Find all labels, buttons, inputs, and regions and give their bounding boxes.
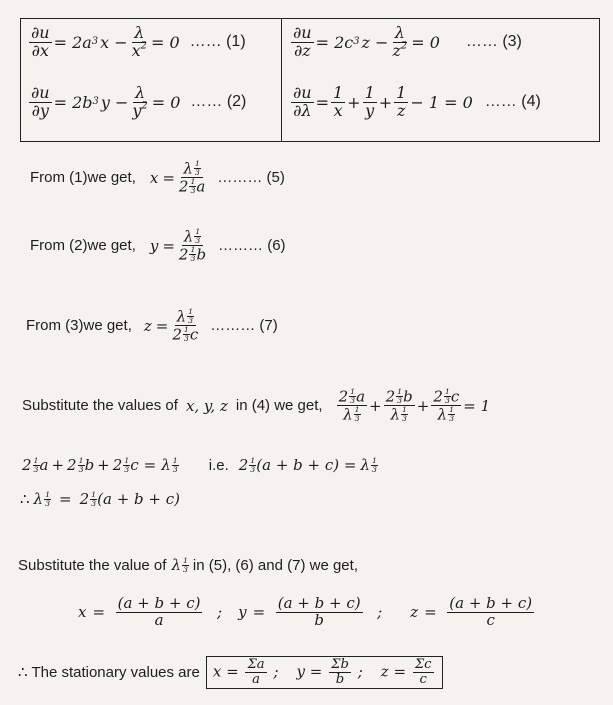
line-from-3 <box>26 308 278 343</box>
box-divider <box>281 19 282 141</box>
equation-tag: ……… (7) <box>210 317 278 335</box>
variable: x <box>149 168 159 187</box>
equals: = <box>162 236 175 255</box>
sub-fraction-b: 2 $\frac{1}{3}$ b λ $\frac{1}{3}$ <box>385 387 413 424</box>
line-sum: 2 1 3 a + 2 1 3 b + 2 1 3 c = λ 1 3 i.e. 2 1 3 (a + b + c) = λ 1 3 <box>22 455 377 474</box>
reciprocal-x: $\frac{1}{x}$ <box>332 83 344 120</box>
partial-fraction: $\frac{\partial u}{\partial\lambda}$ <box>293 83 312 120</box>
result-y-fraction: $\frac{(a + b + c)}{b}$ <box>277 594 361 629</box>
lambda-fraction: $\frac{\lambda}{y^2}$ <box>132 83 148 120</box>
line-results: x = $\frac{(a + b + c)}{a}$ ; y = $\frac{(a + b + c)}{b}$ ; z = $\frac{(a + b + c)}{c}$ <box>78 596 539 629</box>
equals: = <box>315 92 329 112</box>
line-label: in (5), (6) and (7) we get, <box>192 556 358 574</box>
term: x − <box>100 32 128 52</box>
plus: + <box>369 396 382 415</box>
plus: + <box>416 396 430 415</box>
solution-fraction: λ $\frac{1}{3}$ 2 $\frac{1}{3}$ a <box>178 159 206 196</box>
solution-fraction: λ $\frac{1}{3}$ 2 $\frac{1}{3}$ c <box>172 307 199 344</box>
partial-fraction: $\frac{\partial u}{\partial y}$ <box>31 83 50 120</box>
plus: + <box>347 92 361 112</box>
sub-fraction-c: 2 $\frac{1}{3}$ c λ $\frac{1}{3}$ <box>433 387 460 424</box>
line-label: From (3)we get, <box>26 317 132 335</box>
line-substitute-lambda: Substitute the value of λ 1 3 in (5), (6) and (7) we get, <box>18 555 358 574</box>
result-z-fraction: $\frac{(a + b + c)}{c}$ <box>449 594 533 629</box>
equations-box <box>20 18 600 142</box>
ie-label: i.e. <box>208 456 229 474</box>
equation-tag: …… (3) <box>465 33 522 51</box>
equation-tag: …… (1) <box>189 33 246 51</box>
equation-1: $\frac{\partial u}{\partial x}$ = 2a 3 x − $\frac{\lambda}{x^2}$ = 0 …… (1) <box>31 23 246 60</box>
term: z − <box>361 32 389 52</box>
equals-zero: = 0 <box>150 32 180 52</box>
equation-tag: ……… (5) <box>217 169 285 187</box>
line-substitute-values <box>22 388 490 423</box>
line-final <box>18 656 443 689</box>
equation-tag: …… (2) <box>190 93 247 111</box>
term: = 2a <box>53 32 92 52</box>
equals: = <box>155 316 169 335</box>
final-answer-box: x = $\frac{\Sigma a}{a}$ ; y = $\frac{\Sigma b}{b}$ ; z = $\frac{\Sigma c}{c}$ <box>206 656 443 689</box>
solution-fraction: λ $\frac{1}{3}$ 2 $\frac{1}{3}$ b <box>178 227 207 264</box>
line-label: in (4) we get, <box>235 397 323 415</box>
final-label: ∴ The stationary values are <box>18 664 200 682</box>
equals: = <box>162 168 175 187</box>
equals-one: = 1 <box>463 396 491 415</box>
equation-tag: …… (4) <box>484 93 541 111</box>
line-from-2 <box>30 228 286 263</box>
line-from-1 <box>30 160 285 195</box>
term: y − <box>100 92 129 112</box>
line-label: From (1)we get, <box>30 169 136 187</box>
lambda-fraction: $\frac{\lambda}{x^2}$ <box>131 23 147 60</box>
line-label: Substitute the value of <box>18 556 167 574</box>
equals-zero: = 0 <box>151 92 181 112</box>
lambda-fraction: $\frac{\lambda}{z^2}$ <box>392 23 408 60</box>
line-label: From (2)we get, <box>30 237 136 255</box>
sub-fraction-a: 2 $\frac{1}{3}$ a λ $\frac{1}{3}$ <box>338 387 366 424</box>
reciprocal-z: $\frac{1}{z}$ <box>396 83 407 120</box>
equation-2: $\frac{\partial u}{\partial y}$ = 2b 3 y − $\frac{\lambda}{y^2}$ = 0 …… (2) <box>31 83 247 120</box>
partial-fraction: $\frac{\partial u}{\partial z}$ <box>293 23 312 60</box>
equation-3: $\frac{\partial u}{\partial z}$ = 2c 3 z − $\frac{\lambda}{z^2}$ = 0 …… (3) <box>293 23 522 60</box>
variables: x, y, z <box>185 396 228 415</box>
plus: + <box>378 92 393 112</box>
partial-fraction: $\frac{\partial u}{\partial x}$ <box>31 23 50 60</box>
equals-zero: − 1 = 0 <box>410 92 473 112</box>
therefore-symbol: ∴ <box>20 491 30 508</box>
equation-4 <box>289 85 541 120</box>
variable: z <box>143 316 152 335</box>
equals-zero: = 0 <box>411 32 440 52</box>
reciprocal-y: $\frac{1}{y}$ <box>364 83 375 120</box>
line-therefore: ∴ λ $\frac{1}{3}$ = 2 1 3 (a + b + c) <box>20 489 180 508</box>
term: = 2c <box>315 32 354 52</box>
variable: y <box>149 236 159 255</box>
term: = 2b <box>53 92 93 112</box>
result-x-fraction: $\frac{(a + b + c)}{a}$ <box>117 594 201 629</box>
equation-tag: ……… (6) <box>218 237 286 255</box>
line-label: Substitute the values of <box>22 397 178 415</box>
